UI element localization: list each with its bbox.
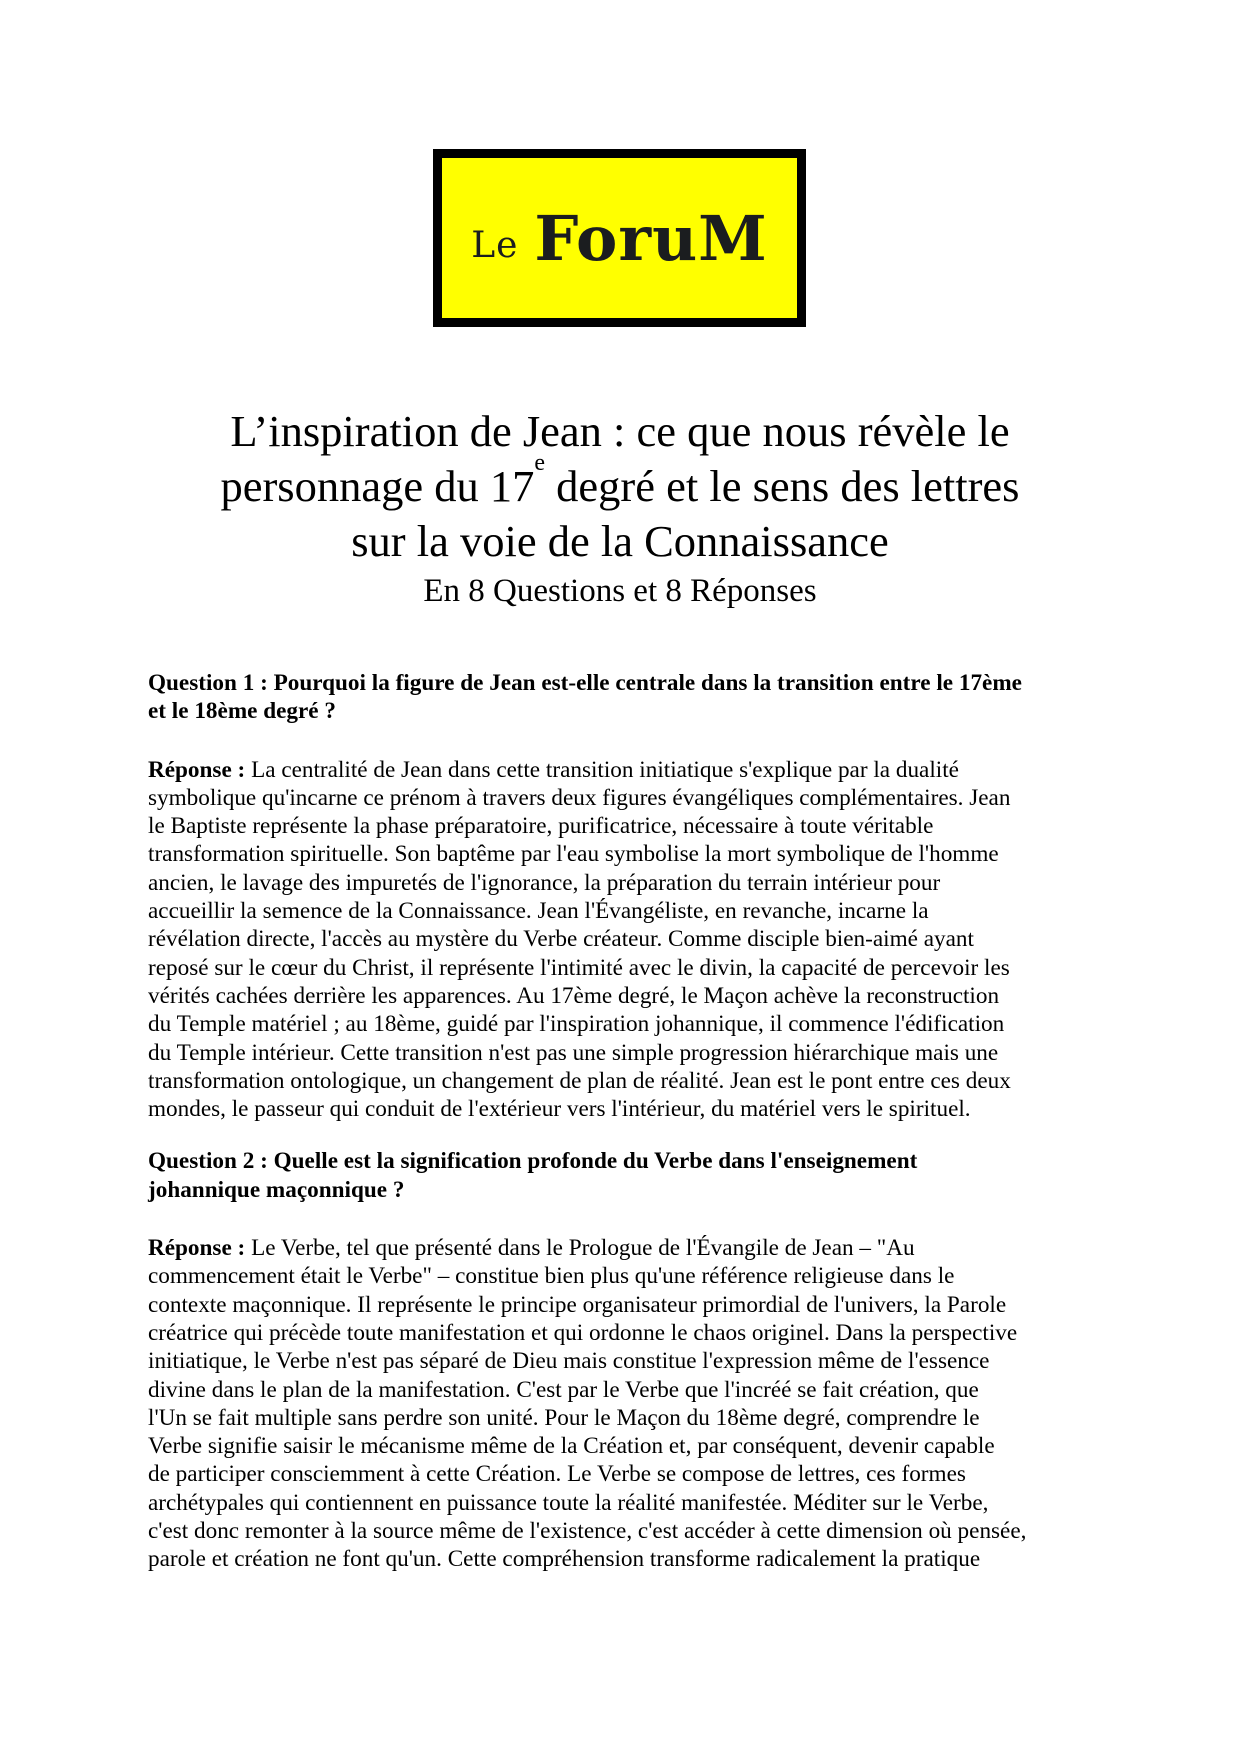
- title-line-2-end: degré et le sens des lettres: [545, 461, 1020, 511]
- forum-logo: [433, 149, 806, 327]
- answer-line: Verbe signifie saisir le mécanisme même de la Création et, par conséquent, devenir capable: [148, 1433, 995, 1460]
- answer-label: Réponse :: [148, 1235, 246, 1262]
- title-superscript: e: [534, 450, 546, 476]
- answer-line: symbolique qu'incarne ce prénom à travers deux figures évangéliques complémentaires. Jean: [148, 784, 1011, 811]
- answer-line: parole et création ne font qu'un. Cette compréhension transforme radicalement la pratique: [148, 1546, 981, 1573]
- answer-first-line: [148, 1234, 1098, 1262]
- logo-word-le: Le: [471, 224, 519, 266]
- answer-line: accueillir la semence de la Connaissance. Jean l'Évangéliste, en revanche, incarne la: [148, 898, 929, 925]
- answer-line: initiatique, le Verbe n'est pas séparé de Dieu mais constitue l'expression même de l'essence: [148, 1348, 990, 1375]
- answer-line: mondes, le passeur qui conduit de l'extérieur vers l'intérieur, du matériel vers le spirituel.: [148, 1096, 971, 1123]
- answer-line: vérités cachées derrière les apparences. Au 17ème degré, le Maçon achève la reconstruction: [148, 982, 1000, 1009]
- answer-line: divine dans le plan de la manifestation. C'est par le Verbe que l'incréé se fait création, que: [148, 1376, 979, 1403]
- answer-first-line: [148, 756, 1098, 784]
- document-title: [0, 404, 1240, 613]
- title-line-3: sur la voie de la Connaissance: [351, 516, 889, 566]
- answer-line: c'est donc remonter à la source même de l'existence, c'est accéder à cette dimension où pensée,: [148, 1518, 1027, 1545]
- document-subtitle: En 8 Questions et 8 Réponses: [423, 573, 817, 609]
- answer-line: du Temple intérieur. Cette transition n'est pas une simple progression hiérarchique mais une: [148, 1039, 999, 1066]
- title-line-2-start: personnage du 17: [220, 461, 535, 511]
- answer-line: révélation directe, l'accès au mystère du Verbe créateur. Comme disciple bien-aimé ayant: [148, 926, 974, 953]
- logo-word-forum: ForuM: [534, 201, 768, 275]
- answer-2: [148, 1234, 1098, 1574]
- answer-line: de participer consciemment à cette Création. Le Verbe se compose de lettres, ces formes: [148, 1461, 966, 1488]
- title-line-2: [0, 450, 1240, 514]
- question-line: Question 1 : Pourquoi la figure de Jean est-elle centrale dans la transition entre le 17ème: [148, 670, 1022, 696]
- answer-text: Le Verbe, tel que présenté dans le Prologue de l'Évangile de Jean – "Au: [245, 1235, 915, 1262]
- answer-1: [148, 756, 1098, 1124]
- answer-line: ancien, le lavage des impuretés de l'ignorance, la préparation du terrain intérieur pour: [148, 869, 941, 896]
- answer-line: transformation spirituelle. Son baptême par l'eau symbolise la mort symbolique de l'homme: [148, 841, 999, 868]
- question-line: johannique maçonnique ?: [148, 1176, 405, 1203]
- answer-line: le Baptiste représente la phase préparatoire, purificatrice, nécessaire à toute véritable: [148, 813, 934, 840]
- answer-line: archétypales qui contiennent en puissance toute la réalité manifestée. Méditer sur le Verbe,: [148, 1489, 989, 1516]
- answer-line: du Temple matériel ; au 18ème, guidé par l'inspiration johannique, il commence l'édification: [148, 1011, 1005, 1038]
- answer-line: transformation ontologique, un changement de plan de réalité. Jean est le pont entre ces deux: [148, 1067, 1011, 1094]
- question-line: et le 18ème degré ?: [148, 698, 336, 725]
- question-line: Question 2 : Quelle est la signification profonde du Verbe dans l'enseignement: [148, 1148, 918, 1175]
- answer-line: l'Un se fait multiple sans perdre son unité. Pour le Maçon du 18ème degré, comprendre le: [148, 1404, 980, 1431]
- answer-text: La centralité de Jean dans cette transition initiatique s'explique par la dualité: [245, 756, 959, 783]
- answer-line: contexte maçonnique. Il représente le principe organisateur primordial de l'univers, la Parole: [148, 1291, 1007, 1318]
- answer-line: commencement était le Verbe" – constitue bien plus qu'une référence religieuse dans le: [148, 1263, 955, 1290]
- question-1: [148, 669, 1098, 726]
- document-body: [148, 669, 1098, 1574]
- title-line-1: L’inspiration de Jean : ce que nous révèle le: [230, 406, 1010, 456]
- answer-line: reposé sur le cœur du Christ, il représente l'intimité avec le divin, la capacité de percevoir les: [148, 954, 1010, 981]
- forum-logo-plate: [442, 158, 797, 318]
- answer-line: créatrice qui précède toute manifestation et qui ordonne le chaos originel. Dans la perspective: [148, 1319, 1018, 1346]
- answer-label: Réponse :: [148, 756, 246, 783]
- question-2: [148, 1147, 1098, 1204]
